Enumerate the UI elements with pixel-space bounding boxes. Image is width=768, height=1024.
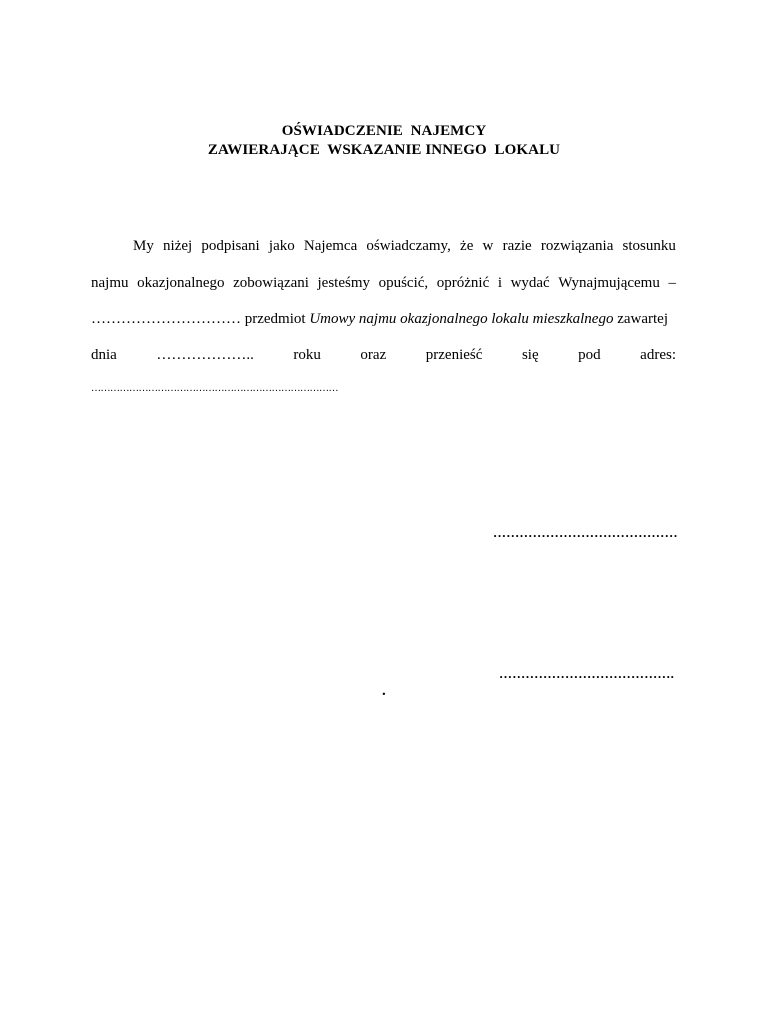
stray-dot: .	[382, 683, 386, 699]
word: stosunku	[622, 238, 676, 254]
word: jesteśmy	[317, 275, 371, 291]
word: zobowiązani	[233, 275, 309, 291]
word: w	[482, 238, 494, 254]
word: dnia	[91, 347, 117, 363]
word: Wynajmującemu	[558, 275, 660, 291]
word: opuścić,	[378, 275, 429, 291]
word: niżej	[163, 238, 193, 254]
word: podpisani	[201, 238, 260, 254]
title-line-1: OŚWIADCZENIE NAJEMCY	[281, 123, 487, 139]
word: ………………..	[156, 347, 254, 363]
body-line-3	[91, 309, 676, 329]
body-line-1	[91, 236, 676, 256]
address-blank-line: ……………………………………………………………………	[91, 383, 338, 394]
word: My	[133, 238, 154, 254]
word: opróżnić	[436, 275, 490, 291]
line-3-prefix: ………………………… przedmiot	[91, 311, 310, 327]
word: się	[521, 347, 539, 363]
word: rozwiązania	[540, 238, 614, 254]
word: wydać	[510, 275, 550, 291]
word: że	[460, 238, 474, 254]
body-line-4	[91, 345, 676, 365]
signature-line-2: ………………………………….	[499, 666, 675, 681]
contract-name: Umowy najmu okazjonalnego lokalu mieszkalnego	[309, 311, 614, 327]
word: adres:	[640, 347, 676, 363]
line-3-suffix: zawartej	[613, 311, 668, 327]
word: Najemca	[303, 238, 358, 254]
word: pod	[578, 347, 601, 363]
word: razie	[502, 238, 532, 254]
word: oświadczamy,	[366, 238, 451, 254]
document-title	[0, 122, 768, 160]
word: –	[668, 275, 676, 291]
word: oraz	[360, 347, 387, 363]
title-line-2: ZAWIERAJĄCE WSKAZANIE INNEGO LOKALU	[207, 142, 561, 158]
body-line-3-text	[91, 309, 668, 329]
word: jako	[268, 238, 295, 254]
word: przenieść	[425, 347, 483, 363]
word: roku	[293, 347, 321, 363]
word: najmu	[91, 275, 129, 291]
word: okazjonalnego	[137, 275, 225, 291]
signature-line-1: ……………………………………	[493, 525, 678, 540]
body-line-2	[91, 273, 676, 293]
word: i	[497, 275, 502, 291]
